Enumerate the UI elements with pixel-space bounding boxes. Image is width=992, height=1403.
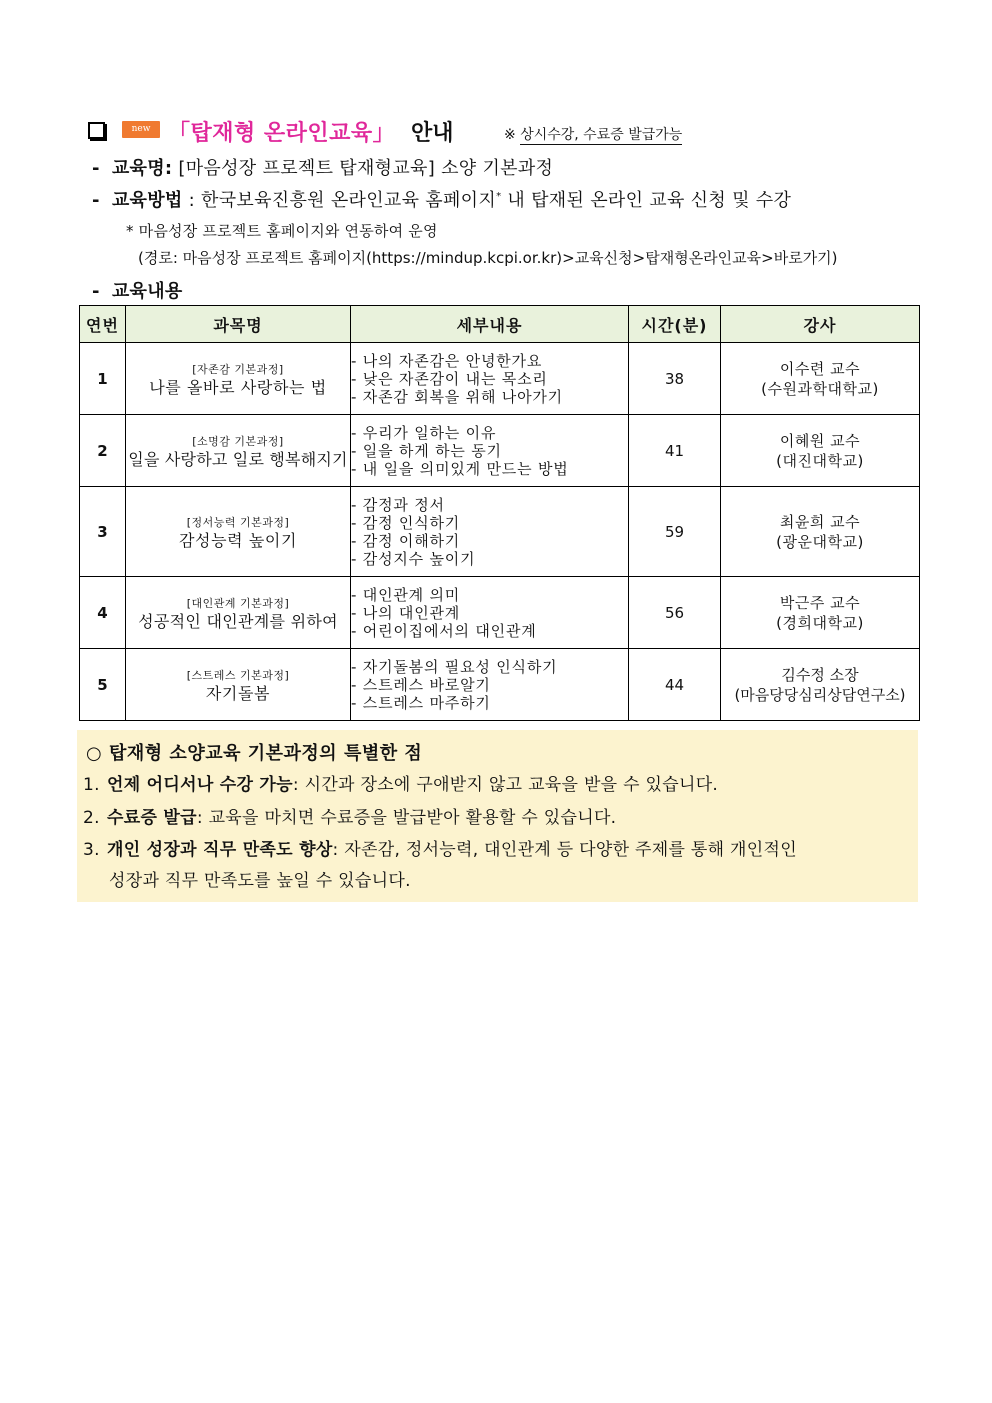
feature-item (83, 770, 913, 801)
feature-number: 2. (83, 808, 100, 828)
features-title-text: 탑재형 소양교육 기본과정의 특별한 점 (109, 743, 423, 764)
course-title: 나를 올바로 사랑하는 법 (149, 377, 327, 397)
note-text: 상시수강, 수료증 발급가능 (520, 127, 683, 143)
row-subject (126, 649, 351, 721)
course-content-label: 교육내용 (111, 281, 183, 302)
course-title: 일을 사랑하고 일로 행복해지기 (128, 449, 348, 469)
footnote: * 마음성장 프로젝트 홈페이지와 연동하여 운영 (126, 222, 438, 240)
row-number: 5 (80, 649, 126, 721)
page-title: 「탑재형 온라인교육」 (168, 121, 396, 146)
course-method-value-2: 내 탑재된 온라인 교육 신청 및 수강 (507, 190, 792, 211)
row-minutes: 56 (629, 577, 721, 649)
detail-item: - 우리가 일하는 이유 (351, 423, 497, 442)
detail-item: - 감정과 정서 (351, 495, 445, 514)
lecturer-affiliation: (수원과학대학교) (761, 379, 879, 398)
checkbox-bullet-icon (88, 122, 105, 139)
features-box (77, 730, 918, 902)
row-details (351, 487, 629, 577)
detail-item: - 낮은 자존감이 내는 목소리 (351, 369, 548, 388)
table-row (80, 577, 920, 649)
row-minutes: 38 (629, 343, 721, 415)
course-title: 성공적인 대인관계를 위하여 (138, 611, 338, 631)
header-minutes: 시간(분) (629, 306, 721, 343)
row-minutes: 59 (629, 487, 721, 577)
detail-item: - 어린이집에서의 대인관계 (351, 621, 537, 640)
feature-item (83, 835, 913, 897)
row-details (351, 649, 629, 721)
detail-item: - 나의 대인관계 (351, 603, 461, 622)
feature-text-continuation: 성장과 직무 만족도를 높일 수 있습니다. (109, 871, 411, 891)
dash: - (92, 281, 100, 302)
feature-item (83, 803, 913, 834)
row-lecturer (721, 487, 920, 577)
row-number: 3 (80, 487, 126, 577)
table-row (80, 487, 920, 577)
detail-item: - 자존감 회복을 위해 나아가기 (351, 387, 563, 406)
row-subject (126, 487, 351, 577)
lecturer-affiliation: (광운대학교) (776, 532, 864, 551)
course-method-label: 교육방법 (111, 190, 183, 211)
row-lecturer (721, 577, 920, 649)
feature-text: : 시간과 장소에 구애받지 않고 교육을 받을 수 있습니다. (292, 775, 719, 795)
lecturer-name: 이혜원 교수 (779, 431, 861, 450)
course-tag: [소명감 기본과정] (192, 434, 284, 448)
feature-number: 3. (83, 840, 100, 860)
row-subject (126, 415, 351, 487)
detail-item: - 대인관계 의미 (351, 585, 461, 604)
feature-text: : 자존감, 정서능력, 대인관계 등 다양한 주제를 통해 개인적인 (332, 840, 797, 860)
row-lecturer (721, 649, 920, 721)
row-number: 1 (80, 343, 126, 415)
course-name-label: 교육명: (111, 158, 173, 179)
detail-item: - 내 일을 의미있게 만드는 방법 (351, 459, 569, 478)
course-title: 감성능력 높이기 (178, 530, 298, 550)
dash: - (92, 190, 100, 211)
course-table (79, 305, 920, 721)
course-name-line (92, 154, 553, 180)
course-method-line (92, 186, 791, 212)
course-tag: [정서능력 기본과정] (186, 515, 290, 529)
feature-heading: 수료증 발급 (107, 808, 197, 828)
lecturer-affiliation: (마음당당심리상담연구소) (734, 685, 906, 704)
feature-heading: 언제 어디서나 수강 가능 (107, 775, 293, 795)
table-row (80, 415, 920, 487)
course-tag: [스트레스 기본과정] (186, 668, 290, 682)
section-title-row (88, 116, 918, 146)
header-subject: 과목명 (126, 306, 351, 343)
page-title-suffix: 안내 (411, 121, 454, 146)
header-details: 세부내용 (351, 306, 629, 343)
new-badge: new (122, 121, 160, 138)
row-lecturer (721, 415, 920, 487)
header-lecturer: 강사 (721, 306, 920, 343)
header-number: 연번 (80, 306, 126, 343)
row-minutes: 41 (629, 415, 721, 487)
course-name-value: [마음성장 프로젝트 탑재형교육] 소양 기본과정 (178, 158, 554, 179)
table-row (80, 649, 920, 721)
circle-bullet-icon: ○ (86, 743, 103, 764)
lecturer-name: 이수련 교수 (779, 359, 861, 378)
row-subject (126, 343, 351, 415)
row-lecturer (721, 343, 920, 415)
row-number: 4 (80, 577, 126, 649)
row-details (351, 343, 629, 415)
course-content-line (92, 277, 183, 303)
detail-item: - 감정 이해하기 (351, 531, 461, 550)
row-minutes: 44 (629, 649, 721, 721)
title-note (504, 124, 682, 144)
detail-item: - 스트레스 바로알기 (351, 675, 491, 694)
detail-item: - 스트레스 마주하기 (351, 693, 491, 712)
note-mark: ※ (504, 127, 516, 143)
lecturer-affiliation: (대진대학교) (776, 451, 864, 470)
detail-item: - 자기돌봄의 필요성 인식하기 (351, 657, 558, 676)
feature-heading: 개인 성장과 직무 만족도 향상 (107, 840, 333, 860)
course-tag: [대인관계 기본과정] (186, 596, 290, 610)
table-header-row (80, 306, 920, 343)
detail-item: - 감성지수 높이기 (351, 549, 476, 568)
lecturer-name: 최윤희 교수 (779, 512, 861, 531)
dash: - (92, 158, 100, 179)
detail-item: - 일을 하게 하는 동기 (351, 441, 502, 460)
table-row (80, 343, 920, 415)
row-details (351, 415, 629, 487)
course-method-value: : 한국보육진흥원 온라인교육 홈페이지 (188, 190, 497, 211)
row-number: 2 (80, 415, 126, 487)
detail-item: - 감정 인식하기 (351, 513, 461, 532)
course-title: 자기돌봄 (205, 683, 271, 703)
row-details (351, 577, 629, 649)
row-subject (126, 577, 351, 649)
feature-number: 1. (83, 775, 100, 795)
lecturer-affiliation: (경희대학교) (776, 613, 864, 632)
lecturer-name: 박근주 교수 (779, 593, 861, 612)
access-path: (경로: 마음성장 프로젝트 홈페이지(https://mindup.kcpi.or.kr)>교육신청>탑재형온라인교육>바로가기) (138, 249, 838, 267)
course-tag: [자존감 기본과정] (192, 362, 284, 376)
footnote-mark: * (496, 191, 502, 202)
features-title (86, 739, 422, 765)
detail-item: - 나의 자존감은 안녕한가요 (351, 351, 543, 370)
lecturer-name: 김수정 소장 (781, 665, 859, 684)
feature-text: : 교육을 마치면 수료증을 발급받아 활용할 수 있습니다. (196, 808, 617, 828)
